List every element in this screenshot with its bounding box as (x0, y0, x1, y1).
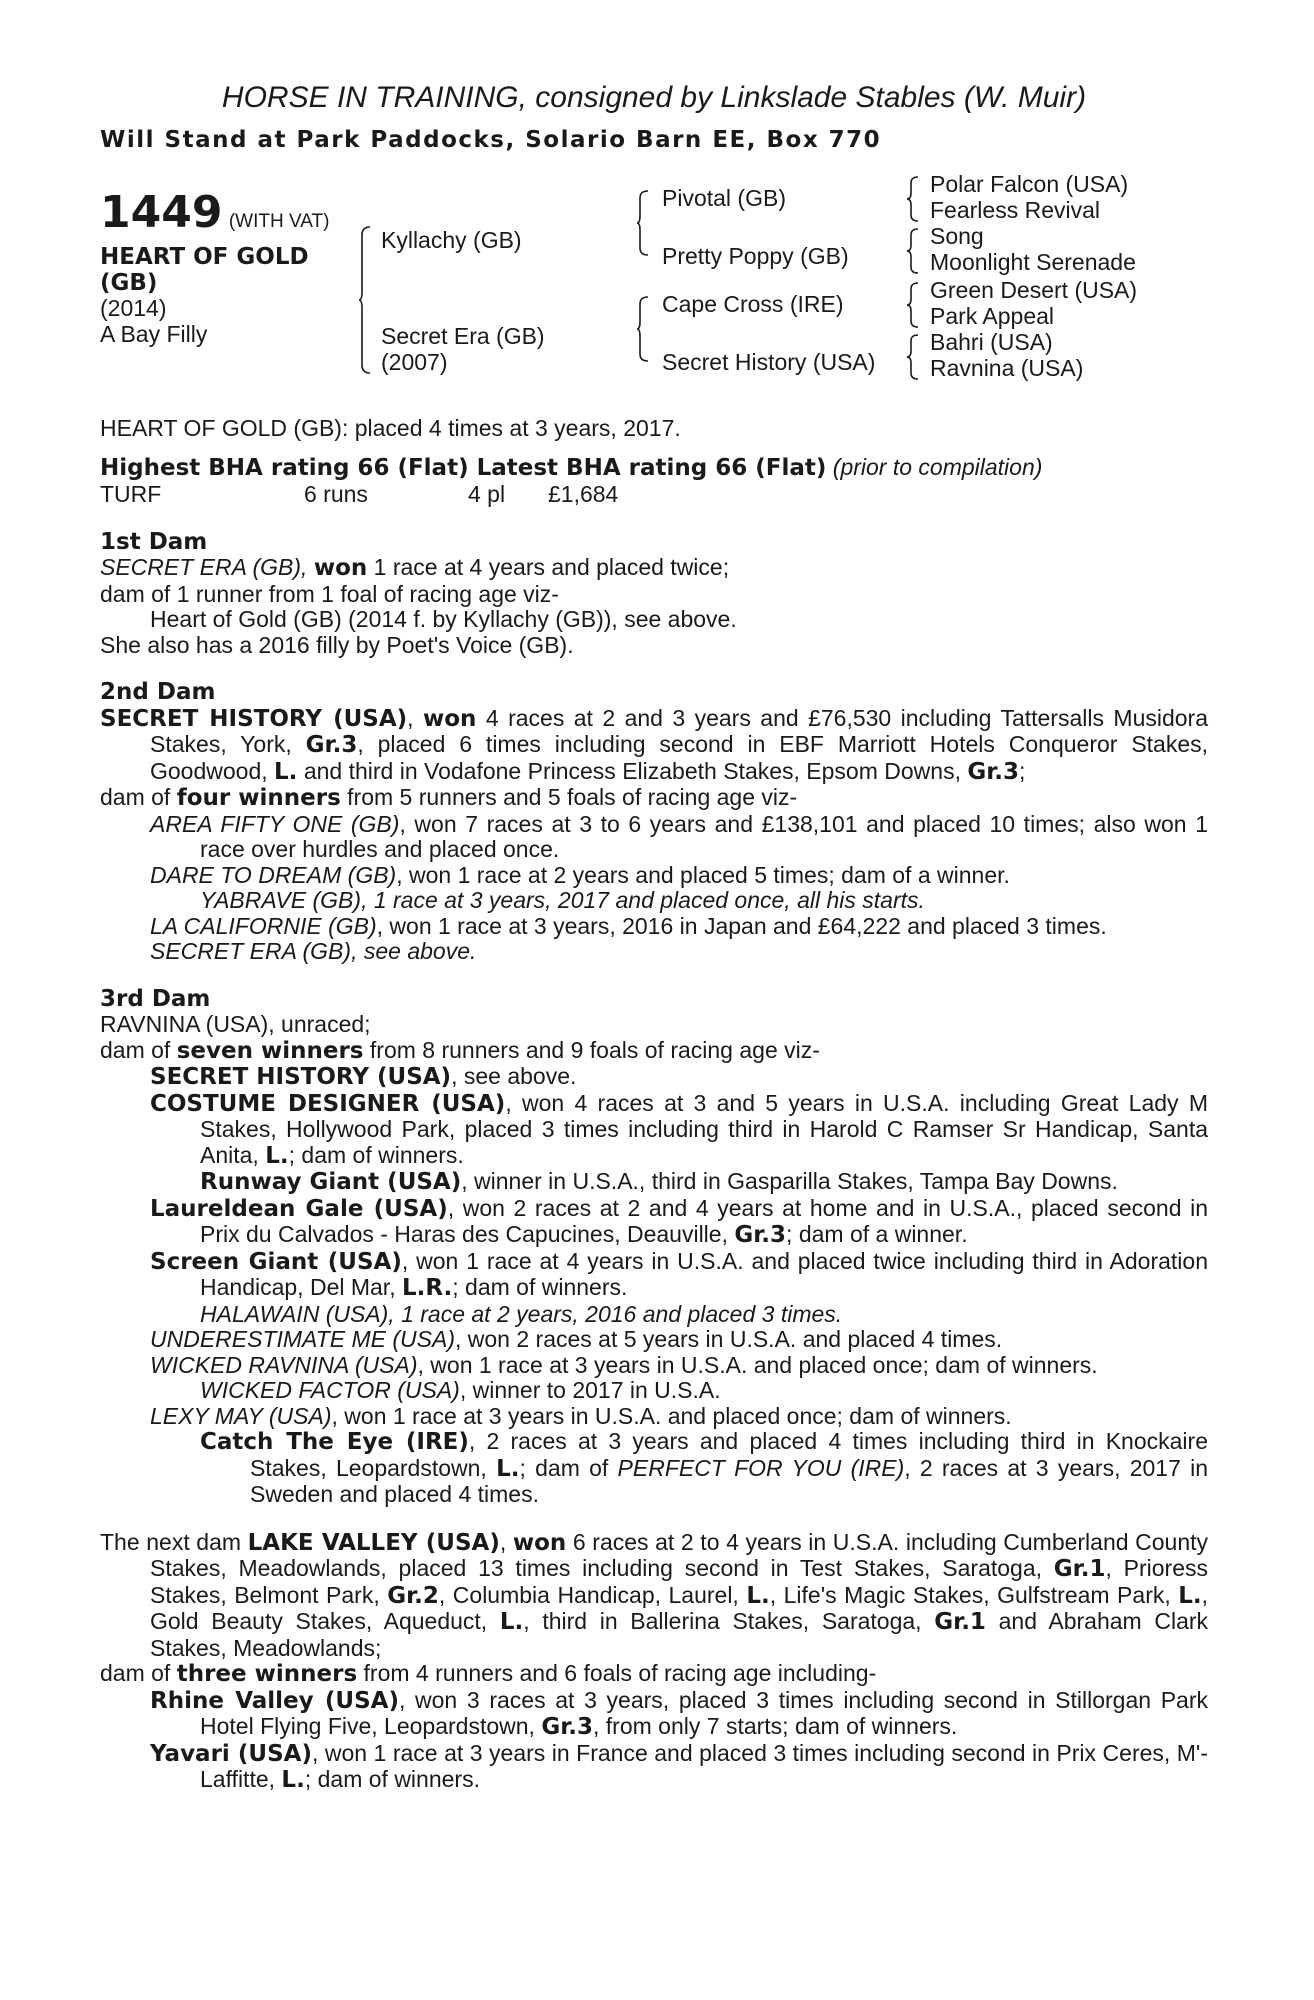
produce-entry (100, 1196, 1208, 1249)
foaling-year: (2014) (100, 294, 167, 321)
record-text: ; (1019, 757, 1026, 784)
won-label: won (512, 1529, 567, 1556)
winners-count: seven winners (176, 1037, 364, 1064)
first-dam-text: 1 race at 4 years and placed twice; (373, 554, 730, 580)
grade-label: Gr.3 (734, 1222, 787, 1248)
first-dam-foal: Heart of Gold (GB) (2014 f. by Kyllachy (GB)), see above. (150, 606, 737, 632)
produce-text: , won 2 races at 2 and 4 years at home and in U.S.A., placed second in Prix du Calvados - Haras des Capucines, Deauville, (200, 1194, 1208, 1247)
horse-country: (GB) (100, 269, 158, 296)
horse-description: A Bay Filly (100, 320, 208, 347)
listed-label: L. (281, 1767, 305, 1793)
runs: 6 runs (304, 480, 368, 507)
granddam-2: Moonlight Serenade (930, 248, 1136, 275)
produce-name: DARE TO DREAM (GB) (150, 861, 397, 888)
produce-entry (100, 1327, 1208, 1353)
record-text: , Gold Beauty Stakes, Aqueduct, (150, 1581, 1209, 1634)
dam: Secret Era (GB) (381, 322, 545, 349)
produce-text: , 2 races at 3 years, 2017 in Sweden and placed 4 times. (250, 1454, 1209, 1507)
record-text: , Prioress Stakes, Belmont Park, (150, 1555, 1208, 1608)
bha-rating-label: Highest BHA rating 66 (Flat) Latest BHA rating 66 (Flat) (100, 455, 827, 481)
produce-entry (100, 1378, 1208, 1404)
separator: , (407, 704, 414, 731)
pedigree-block (100, 170, 1208, 416)
grandsire-1: Polar Falcon (USA) (930, 170, 1129, 197)
consignor-title: HORSE IN TRAINING, consigned by Linkslade Stables (W. Muir) (221, 81, 1087, 114)
next-dam-produce (100, 1661, 1208, 1688)
record-text: dam of (100, 1036, 171, 1063)
first-dam-record (100, 555, 1208, 582)
third-dam-heading: 3rd Dam (100, 985, 211, 1012)
grade-label: Gr.3 (541, 1714, 594, 1740)
produce-name: LEXY MAY (USA) (150, 1402, 332, 1429)
grade-label: Gr.3 (305, 732, 358, 758)
grandsire-4: Bahri (USA) (930, 328, 1053, 355)
placings: 4 pl (468, 480, 506, 507)
catalogue-page (100, 80, 1208, 1794)
listed-label: L. (496, 1455, 520, 1482)
record-text: , placed 6 times including second in EBF Marriott Hotels Conqueror Stakes, Goodwood, (150, 731, 1209, 784)
produce-name: SECRET HISTORY (USA) (150, 1064, 452, 1090)
won-label: won (422, 705, 477, 732)
listed-label: L. (265, 1142, 289, 1169)
lot-number: 1449 (100, 186, 223, 238)
record-text: , Columbia Handicap, Laurel, (438, 1581, 739, 1608)
produce-text: , won 1 race at 2 years and placed 5 times; dam of a winner. (396, 861, 1010, 888)
next-dam-name: LAKE VALLEY (USA) (247, 1529, 500, 1556)
separator: , (499, 1528, 507, 1555)
produce-name: Catch The Eye (IRE) (200, 1429, 469, 1455)
horse-name: HEART OF GOLD (100, 243, 309, 270)
sire-sire: Pivotal (GB) (662, 184, 786, 211)
grandsire-2: Song (930, 222, 984, 249)
grade-label: Gr.3 (967, 758, 1020, 785)
produce-name: COSTUME DESIGNER (USA) (150, 1090, 506, 1117)
produce-text: , winner in U.S.A., third in Gasparilla Stakes, Tampa Bay Downs. (461, 1168, 1118, 1194)
second-dam-name: SECRET HISTORY (USA) (100, 705, 408, 732)
surface: TURF (100, 480, 162, 507)
produce-entry (100, 939, 1208, 965)
record-text: from 4 runners and 6 foals of racing age including- (363, 1660, 877, 1686)
listed-label: L. (1178, 1582, 1202, 1609)
produce-text: , won 2 races at 5 years in U.S.A. and placed 4 times. (454, 1326, 1003, 1352)
first-dam-name: SECRET ERA (GB), (100, 554, 308, 580)
produce-text: , see above. (351, 938, 477, 964)
produce-entry (100, 863, 1208, 889)
produce-entry (100, 1091, 1208, 1170)
granddam-4: Ravnina (USA) (930, 354, 1084, 381)
produce-entry (100, 1688, 1208, 1741)
grade-label: Gr.2 (387, 1582, 439, 1609)
grand-brace-1 (906, 176, 920, 222)
record-text: , third in Ballerina Stakes, Saratoga, (523, 1608, 922, 1634)
produce-name: UNDERESTIMATE ME (USA) (150, 1326, 455, 1352)
second-dam-heading: 2nd Dam (100, 679, 216, 705)
grand-brace-4 (906, 334, 920, 380)
produce-entry (100, 1404, 1208, 1430)
sire-dam: Pretty Poppy (GB) (662, 242, 849, 269)
sire-line-brace (636, 190, 650, 256)
produce-text: , won 1 race at 3 years in France and placed 3 times including second in Prix Ceres, M'-Laffitte, (200, 1739, 1208, 1792)
produce-text: , won 7 races at 3 to 6 years and £138,101 and placed 10 times; also won 1 race over hurdles and placed once. (200, 810, 1208, 862)
grade-label: Gr.1 (934, 1609, 986, 1635)
winners-count: four winners (176, 785, 341, 811)
record-text: The next dam (100, 1528, 242, 1555)
dam-line-brace (636, 296, 650, 362)
produce-entry: HALAWAIN (USA), 1 race at 2 years, 2016 and placed 3 times. (200, 1300, 843, 1327)
produce-text: , 1 race at 3 years, 2017 and placed once, all his starts. (361, 887, 925, 913)
won-label: won (313, 555, 368, 581)
produce-name: Screen Giant (USA) (150, 1248, 402, 1275)
produce-entry (100, 888, 1208, 914)
produce-text: , won 1 race at 4 years in U.S.A. and placed twice including third in Adoration Handicap, Del Mar, (200, 1247, 1208, 1300)
granddam-1: Fearless Revival (930, 196, 1100, 223)
produce-entry (100, 1353, 1208, 1379)
vat-label: (WITH VAT) (228, 210, 330, 232)
produce-text: , won 1 race at 3 years in U.S.A. and placed once; dam of winners. (331, 1402, 1012, 1429)
produce-name: LA CALIFORNIE (GB) (150, 912, 377, 939)
produce-text: , won 1 race at 3 years, 2016 in Japan and £64,222 and placed 3 times. (376, 912, 1107, 939)
second-dam-record (100, 706, 1208, 786)
dam-sire: Cape Cross (IRE) (662, 290, 844, 317)
listed-label: L.R. (401, 1275, 453, 1301)
first-dam-heading: 1st Dam (100, 528, 208, 555)
produce-text: ; dam of winners. (452, 1274, 628, 1300)
produce-text: , 2 races at 3 years and placed 4 times including third in Knockaire Stakes, Leopardstown, (250, 1428, 1208, 1481)
record-text: dam of (100, 784, 171, 810)
third-dam-produce (100, 1038, 1208, 1065)
listed-label: L. (746, 1582, 770, 1609)
winners-count: three winners (176, 1661, 358, 1687)
produce-name: Runway Giant (USA) (200, 1169, 462, 1195)
produce-text: ; dam of winners. (304, 1766, 480, 1792)
produce-name: Laureldean Gale (USA) (150, 1195, 448, 1222)
grand-brace-3 (906, 282, 920, 328)
produce-text: ; dam of a winner. (786, 1221, 968, 1247)
produce-entry (100, 812, 1208, 863)
produce-text: ; dam of winners. (288, 1141, 464, 1168)
grade-label: Gr.1 (1053, 1556, 1106, 1582)
produce-text: ; dam of (519, 1454, 609, 1481)
first-dam-produce: dam of 1 runner from 1 foal of racing age viz- (100, 580, 559, 607)
second-dam-produce (100, 785, 1208, 812)
third-dam-record: RAVNINA (USA), unraced; (100, 1011, 371, 1037)
produce-entry (100, 1169, 1208, 1196)
next-dam-record (100, 1530, 1208, 1662)
granddam-3: Park Appeal (930, 302, 1055, 329)
race-record-summary: HEART OF GOLD (GB): placed 4 times at 3 years, 2017. (100, 414, 681, 441)
produce-name: WICKED FACTOR (USA) (200, 1377, 460, 1403)
produce-entry (100, 1249, 1208, 1302)
sire: Kyllachy (GB) (381, 226, 522, 253)
produce-text: , won 1 race at 3 years in U.S.A. and placed once; dam of winners. (417, 1351, 1098, 1378)
first-dam-yearling: She also has a 2016 filly by Poet's Voice (GB). (100, 631, 574, 658)
produce-name: SECRET ERA (GB) (150, 938, 352, 964)
record-text: and third in Vodafone Princess Elizabeth Stakes, Epsom Downs, (303, 757, 961, 784)
earnings: £1,684 (548, 480, 619, 507)
record-text: from 8 runners and 9 foals of racing age viz- (369, 1036, 820, 1063)
stand-location: Will Stand at Park Paddocks, Solario Barn EE, Box 770 (100, 127, 882, 153)
produce-text: , winner to 2017 in U.S.A. (459, 1377, 721, 1403)
turf-record (100, 482, 1208, 508)
produce-entry (100, 1064, 1208, 1091)
dam-year: (2007) (381, 348, 448, 375)
sire-dam-brace (358, 226, 372, 374)
produce-name: YABRAVE (GB) (200, 887, 362, 913)
lot-heading (100, 186, 330, 238)
produce-text: , won 3 races at 3 years, placed 3 times including second in Stillorgan Park Hotel Flying Five, Leopardstown, (200, 1686, 1208, 1739)
listed-label: L. (499, 1609, 524, 1635)
rating-note: (prior to compilation) (832, 454, 1043, 480)
produce-name: Yavari (USA) (150, 1740, 312, 1767)
record-text: and Abraham Clark Stakes, Meadowlands; (150, 1608, 1209, 1661)
record-text: , Life's Magic Stakes, Gulfstream Park, (769, 1581, 1171, 1608)
bha-rating (100, 455, 1208, 482)
grand-brace-2 (906, 228, 920, 274)
produce-text: , from only 7 starts; dam of winners. (593, 1713, 958, 1739)
produce-text: , won 4 races at 3 and 5 years in U.S.A. including Great Lady M Stakes, Hollywood Park, placed 3 times including third in Harold C Ramser Sr Handicap, Santa Anita, (200, 1089, 1209, 1168)
produce-entry (100, 914, 1208, 940)
produce-entry (100, 1429, 1208, 1508)
produce-text: , see above. (451, 1063, 577, 1089)
produce-entry (100, 1741, 1208, 1794)
dam-dam: Secret History (USA) (662, 348, 876, 375)
record-text: 4 races at 2 and 3 years and £76,530 including Tattersalls Musidora Stakes, York, (150, 704, 1209, 757)
listed-label: L. (274, 758, 298, 785)
produce-name: WICKED RAVNINA (USA) (150, 1351, 418, 1378)
record-text: dam of (100, 1660, 171, 1686)
grandsire-3: Green Desert (USA) (930, 276, 1138, 303)
record-text: from 5 runners and 5 foals of racing age viz- (347, 784, 798, 810)
record-text: 6 races at 2 to 4 years in U.S.A. including Cumberland County Stakes, Meadowlands, placed 13 times including second in Test Stakes, Saratoga, (150, 1528, 1209, 1581)
produce-name: AREA FIFTY ONE (GB) (150, 810, 400, 837)
produce-name: Rhine Valley (USA) (150, 1687, 399, 1714)
produce-name: PERFECT FOR YOU (IRE) (617, 1454, 905, 1481)
